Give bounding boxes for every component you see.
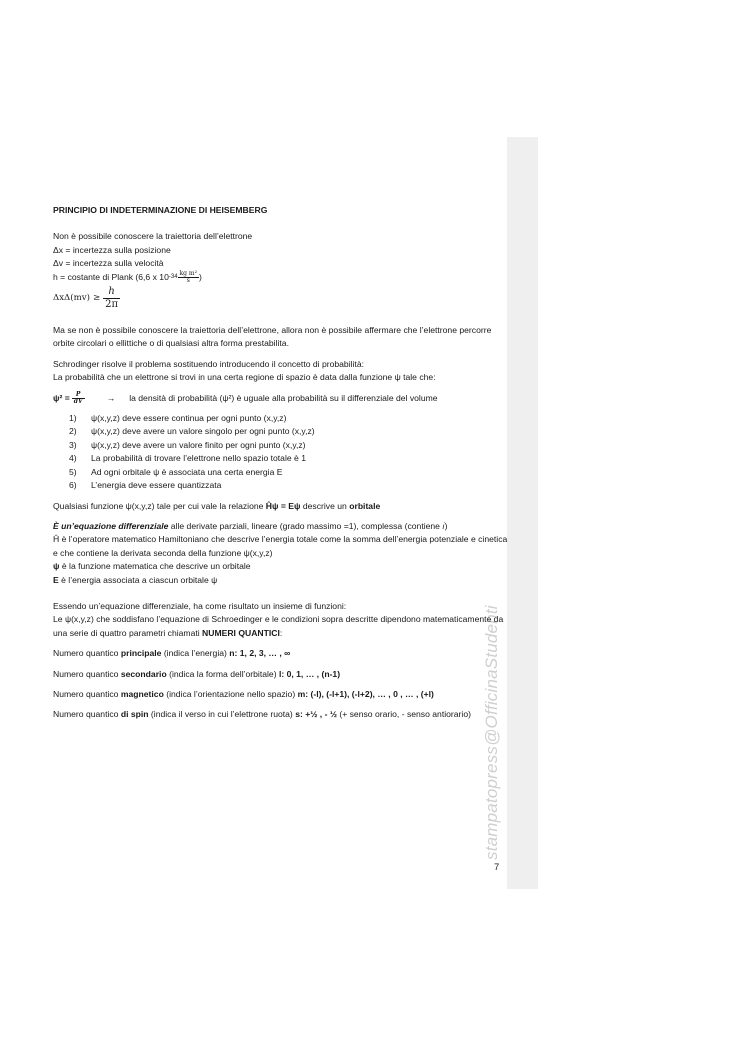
density-fraction bbox=[72, 392, 85, 405]
list-item: 6) L’energia deve essere quantizzata bbox=[69, 480, 222, 491]
paragraph-trajectory: Ma se non è possibile conoscere la traiettoria dell’elettrone, allora non è possibile affermare che l’elettrone percorre orbite circolari o ellittiche o di qualsiasi altra forma prestabilita. bbox=[53, 325, 492, 349]
plank-unit-numerator: kg m² bbox=[179, 269, 198, 277]
quantum-number-spin: Numero quantico di spin (indica il verso in cui l’elettrone ruota) s: +½ , - ½ (+ senso orario, - senso antiorario) bbox=[53, 709, 471, 720]
conditions-list bbox=[53, 412, 513, 492]
formula-lhs: ΔxΔ(mv) bbox=[53, 292, 90, 303]
quantum-intro-line: Le ψ(x,y,z) che soddisfano l’equazione di Schroedinger e le condizioni sopra descritte dipendono matematicamente da una serie di quattro parametri chiamati NUMERI QUANTICI: bbox=[53, 614, 504, 638]
list-item: 1) ψ(x,y,z) deve essere continua per ogni punto (x,y,z) bbox=[69, 413, 287, 424]
density-denominator: dV bbox=[73, 397, 83, 405]
equation-description: È un’equazione differenziale alle derivate parziali, lineare (grado massimo =1), complessa (contiene 𝑖) bbox=[53, 520, 448, 531]
intro-line: Δx = incertezza sulla posizione bbox=[53, 244, 171, 255]
quantum-number-secondary: Numero quantico secondario (indica la forma dell’orbitale) l: 0, 1, … , (n-1) bbox=[53, 668, 341, 679]
formula-fraction bbox=[103, 286, 120, 311]
density-text: la densità di probabilità (ψ²) è uguale alla probabilità su il differenziale del volume bbox=[129, 392, 438, 403]
list-item: 5) Ad ogni orbitale ψ è associata una certa energia E bbox=[69, 466, 283, 477]
plank-constant-line bbox=[53, 271, 513, 284]
hamiltonian-description: Ĥ è l’operatore matematico Hamiltoniano che descrive l’energia totale come la somma dell’energia potenziale e cinetica e che contiene la derivata seconda della funzione ψ(x,y,z) bbox=[53, 534, 508, 558]
formula-denominator: 2π bbox=[105, 299, 119, 311]
list-item: 3) ψ(x,y,z) deve avere un valore finito per ogni punto (x,y,z) bbox=[69, 439, 306, 450]
page-number: 7 bbox=[494, 862, 500, 873]
list-item: 4) La probabilità di trovare l’elettrone nello spazio totale è 1 bbox=[69, 453, 306, 464]
formula-relation: ≥ bbox=[92, 292, 101, 303]
density-lhs: ψ² = bbox=[53, 392, 70, 403]
page-content bbox=[53, 204, 513, 722]
plank-prefix: h = costante di Plank (6,6 x 10 bbox=[53, 271, 169, 282]
list-item: 2) ψ(x,y,z) deve avere un valore singolo per ogni punto (x,y,z) bbox=[69, 426, 315, 437]
plank-unit-denominator: s bbox=[186, 276, 190, 284]
psi-description: ψ è la funzione matematica che descrive un orbitale bbox=[53, 561, 251, 572]
plank-unit bbox=[178, 271, 199, 284]
energy-description: E è l’energia associata a ciascun orbitale ψ bbox=[53, 574, 218, 585]
quantum-number-magnetic: Numero quantico magnetico (indica l’orientazione nello spazio) m: (-l), (-l+1), (-l+2), … , 0 , … , (+l) bbox=[53, 688, 434, 699]
plank-suffix: ) bbox=[199, 271, 202, 282]
watermark: stampatopress@OfficinaStudenti bbox=[482, 605, 501, 860]
intro-line: Δv = incertezza sulla velocità bbox=[53, 258, 164, 269]
arrow-icon: → bbox=[106, 392, 116, 403]
paragraph-schrodinger: Schrodinger risolve il problema sostituendo introducendo il concetto di probabilità: bbox=[53, 358, 364, 369]
uncertainty-formula bbox=[53, 286, 513, 311]
density-line bbox=[53, 392, 513, 405]
paragraph-probability: La probabilità che un elettrone si trovi in una certa regione di spazio è data dalla funzione ψ tale che: bbox=[53, 372, 436, 383]
formula-numerator: h bbox=[103, 286, 120, 299]
plank-exponent: -34 bbox=[168, 273, 178, 280]
quantum-number-principal: Numero quantico principale (indica l’energia) n: 1, 2, 3, … , ∞ bbox=[53, 648, 291, 659]
section-title: PRINCIPIO DI INDETERMINAZIONE DI HEISEMBERG bbox=[53, 205, 268, 215]
intro-line: Non è possibile conoscere la traiettoria dell’elettrone bbox=[53, 231, 253, 242]
density-numerator: P bbox=[72, 392, 85, 399]
orbital-definition: Qualsiasi funzione ψ(x,y,z) tale per cui vale la relazione Ĥψ = Eψ descrive un orbitale bbox=[53, 500, 381, 511]
quantum-intro-line: Essendo un’equazione differenziale, ha come risultato un insieme di funzioni: bbox=[53, 600, 347, 611]
